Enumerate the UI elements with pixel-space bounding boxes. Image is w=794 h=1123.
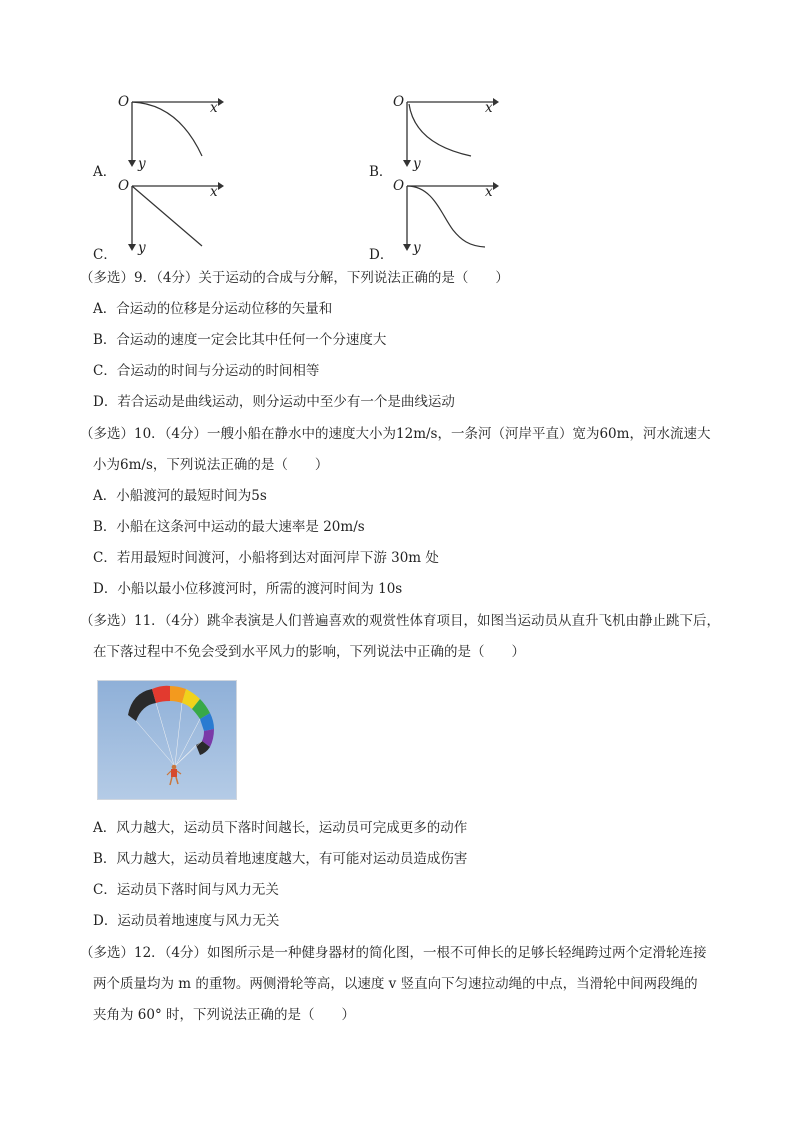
q9-option-a: A．合运动的位移是分运动位移的矢量和 xyxy=(93,301,333,317)
q10-option-a: A．小船渡河的最短时间为5s xyxy=(93,488,267,504)
option-d-label: D． xyxy=(369,247,394,263)
y-axis-label: y xyxy=(413,156,421,172)
x-axis-label: x xyxy=(210,100,218,116)
graph-a xyxy=(118,92,228,172)
question-11-stem-line-2: 在下落过程中不免会受到水平风力的影响，下列说法中正确的是（ ） xyxy=(93,644,525,660)
origin-label: O xyxy=(118,94,130,110)
q10-option-b: B．小船在这条河中运动的最大速率是 20m/s xyxy=(93,519,365,535)
option-c-label: C． xyxy=(93,247,117,263)
option-a-label: A． xyxy=(93,164,117,180)
q11-option-c: C．运动员下落时间与风力无关 xyxy=(93,882,279,898)
question-10-stem-line-2: 小为6m/s，下列说法正确的是（ ） xyxy=(93,457,329,473)
question-9-stem: （多选）9．（4分）关于运动的合成与分解，下列说法正确的是（ ） xyxy=(80,270,509,286)
origin-label: O xyxy=(393,178,405,194)
q9-option-b: B．合运动的速度一定会比其中任何一个分速度大 xyxy=(93,332,387,348)
x-axis-label: x xyxy=(485,184,493,200)
option-b-label: B． xyxy=(369,164,393,180)
q10-option-d: D．小船以最小位移渡河时，所需的渡河时间为 10s xyxy=(93,581,403,597)
question-12-stem-line-1: （多选）12．（4分）如图所示是一种健身器材的简化图，一根不可伸长的足够长轻绳跨过两个定滑轮连接 xyxy=(80,945,707,961)
q11-option-b: B．风力越大，运动员着地速度越大，有可能对运动员造成伤害 xyxy=(93,851,468,867)
y-axis-label: y xyxy=(413,240,421,256)
graph-b xyxy=(393,92,503,172)
q9-option-c: C．合运动的时间与分运动的时间相等 xyxy=(93,363,320,379)
y-axis-label: y xyxy=(138,240,146,256)
origin-label: O xyxy=(393,94,405,110)
graph-d xyxy=(393,176,503,256)
q9-option-d: D．若合运动是曲线运动，则分运动中至少有一个是曲线运动 xyxy=(93,394,455,410)
question-12-stem-line-3: 夹角为 60° 时，下列说法正确的是（ ） xyxy=(93,1007,356,1023)
parachute-photo xyxy=(97,680,237,800)
q10-option-c: C．若用最短时间渡河，小船将到达对面河岸下游 30m 处 xyxy=(93,550,439,566)
graph-c xyxy=(118,176,228,256)
q11-option-d: D．运动员着地速度与风力无关 xyxy=(93,913,280,929)
x-axis-label: x xyxy=(485,100,493,116)
question-12-stem-line-2: 两个质量均为 m 的重物。两侧滑轮等高，以速度 v 竖直向下匀速拉动绳的中点，当滑轮中间两段绳的 xyxy=(93,976,698,992)
question-11-stem-line-1: （多选）11．（4分）跳伞表演是人们普遍喜欢的观赏性体育项目，如图当运动员从直升飞机由静止跳下后， xyxy=(80,613,721,629)
q11-option-a: A．风力越大，运动员下落时间越长，运动员可完成更多的动作 xyxy=(93,820,468,836)
y-axis-label: y xyxy=(138,156,146,172)
origin-label: O xyxy=(118,178,130,194)
x-axis-label: x xyxy=(210,184,218,200)
question-10-stem-line-1: （多选）10．（4分）一艘小船在静水中的速度大小为12m/s，一条河（河岸平直）宽为60m，河水流速大 xyxy=(80,426,711,442)
